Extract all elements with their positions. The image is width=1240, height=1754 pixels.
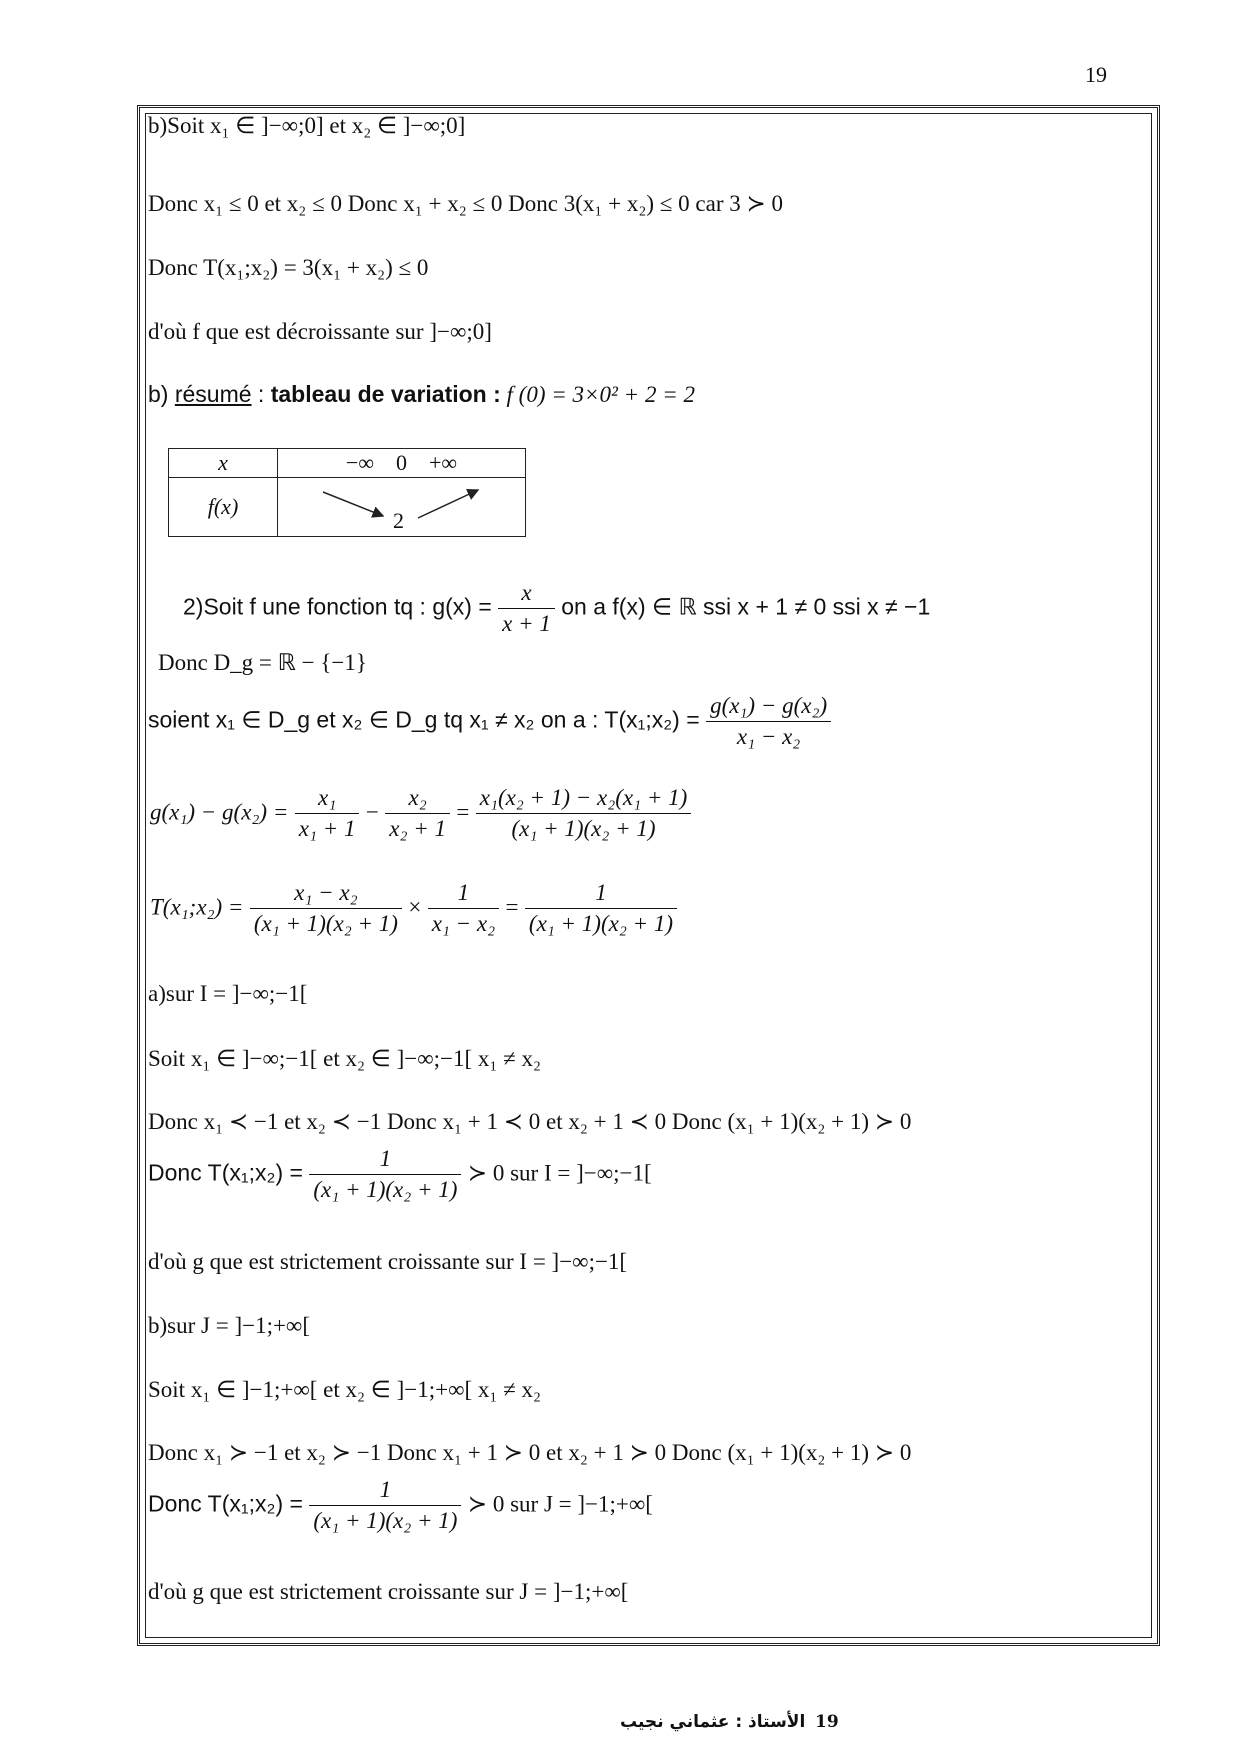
line-11: a)sur I = ]−∞;−1[ <box>148 981 308 1006</box>
var-min-value: 2 <box>393 508 404 533</box>
line-4: d'où f que est décroissante sur ]−∞;0] <box>148 319 492 344</box>
line-20: d'où g que est strictement croissante sur J = ]−1;+∞[ <box>148 1579 629 1604</box>
line-5: b) résumé : tableau de variation : f (0) = 3×0² + 2 = 2 <box>148 381 695 407</box>
footer-author: الأستاذ : عثماني نجيب <box>620 1712 806 1732</box>
line-19: Donc T(x₁;x₂) = $\frac{1}{\text{(x₁ + 1)(x₂ + 1)}}$ ≻ 0 sur J = ]−1;+∞[ <box>148 1477 653 1533</box>
line-1: b)Soit x₁ ∈ ]−∞;0] et x₂ ∈ ]−∞;0] <box>148 113 466 138</box>
var-x-values: −∞ 0 +∞ <box>278 449 526 478</box>
page-number: 19 <box>1085 62 1107 87</box>
var-x-label: x <box>169 449 278 478</box>
variation-table <box>168 448 526 537</box>
line-8: soient x₁ ∈ D_g et x₂ ∈ D_g tq x₁ ≠ x₂ on a : T(x₁;x₂) = $\frac{\text{g(x₁) − g(x₂)}}{\text{x₁ − x₂}}$ <box>148 693 831 750</box>
line-16: b)sur J = ]−1;+∞[ <box>148 1313 310 1338</box>
decreasing-arrow <box>323 492 383 516</box>
line-14: Donc T(x₁;x₂) = $\frac{1}{\text{(x₁ + 1)(x₂ + 1)}}$ ≻ 0 sur I = ]−∞;−1[ <box>148 1146 652 1202</box>
line-12: Soit x₁ ∈ ]−∞;−1[ et x₂ ∈ ]−∞;−1[ x₁ ≠ x₂ <box>148 1046 542 1071</box>
line-18: Donc x₁ ≻ −1 et x₂ ≻ −1 Donc x₁ + 1 ≻ 0 et x₂ + 1 ≻ 0 Donc (x₁ + 1)(x₂ + 1) ≻ 0 <box>148 1440 912 1465</box>
line-17: Soit x₁ ∈ ]−1;+∞[ et x₂ ∈ ]−1;+∞[ x₁ ≠ x₂ <box>148 1377 542 1402</box>
line-7: Donc D_g = ℝ − {−1} <box>158 650 367 675</box>
line-6: 2)Soit f une fonction tq : g(x) = $\frac{x}{x + 1}$ on a f(x) ∈ ℝ ssi x + 1 ≠ 0 ssi x ≠ −1 <box>183 580 931 636</box>
line-2: Donc x₁ ≤ 0 et x₂ ≤ 0 Donc x₁ + x₂ ≤ 0 Donc 3(x₁ + x₂) ≤ 0 car 3 ≻ 0 <box>148 191 784 216</box>
increasing-arrow <box>418 490 478 518</box>
line-10: T(x₁;x₂) = $\frac{\text{x₁ − x₂}}{\text{(x₁ + 1)(x₂ + 1)}}$ × $\frac{1}{\text{x₁ − x₂}}$ = $\frac{1}{\text{(x₁ + 1)(x₂ + 1)}}$ <box>150 880 677 937</box>
var-f-label: f(x) <box>169 478 278 537</box>
line-3: Donc T(x₁;x₂) = 3(x₁ + x₂) ≤ 0 <box>148 255 429 280</box>
footer-page-number: 19 <box>815 1712 839 1732</box>
line-13: Donc x₁ ≺ −1 et x₂ ≺ −1 Donc x₁ + 1 ≺ 0 et x₂ + 1 ≺ 0 Donc (x₁ + 1)(x₂ + 1) ≻ 0 <box>148 1109 912 1134</box>
line-15: d'où g que est strictement croissante sur I = ]−∞;−1[ <box>148 1249 628 1274</box>
line-9: g(x₁) − g(x₂) = $\frac{\text{x₁}}{\text{x₁ + 1}}$ − $\frac{\text{x₂}}{\text{x₂ + 1}}$ = $\frac{\text{x₁(x₂ + 1) − x₂(x₁ + 1)}}{\text{(x₁ + 1)(x₂ + 1)}}$ <box>150 785 691 842</box>
